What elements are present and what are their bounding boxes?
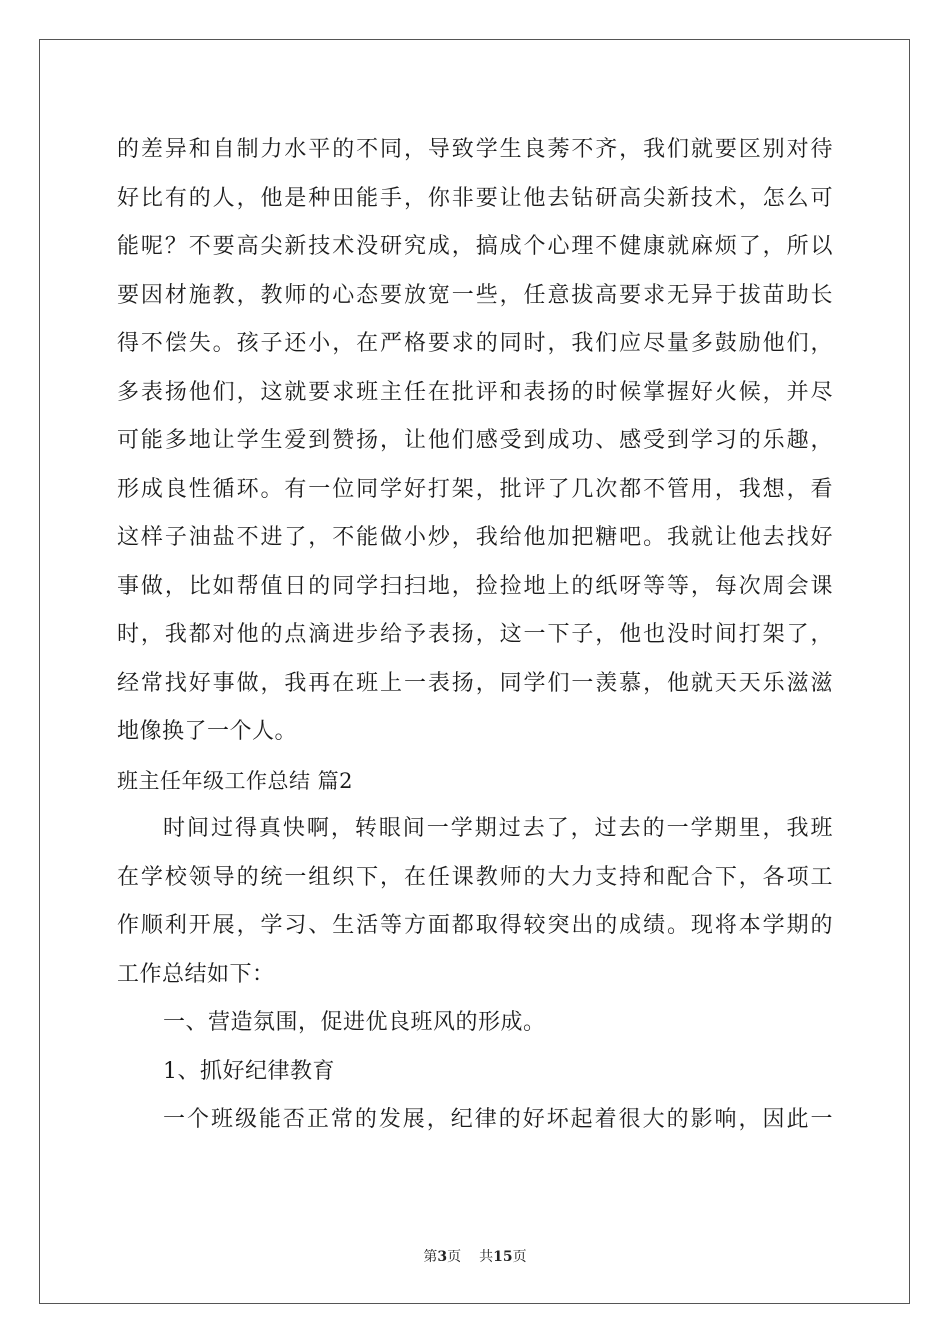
page-footer bbox=[0, 1246, 950, 1266]
body-line: 能呢？不要高尖新技术没研究成，搞成个心理不健康就麻烦了，所以 bbox=[117, 234, 833, 259]
body-line: 形成良性循环。有一位同学好打架，批评了几次都不管用，我想，看 bbox=[117, 476, 833, 502]
total-page-count: 15 bbox=[493, 1249, 513, 1265]
page-label-prefix: 第 bbox=[423, 1249, 438, 1265]
body-line: 地像换了一个人。 bbox=[117, 719, 298, 744]
body-line: 的差异和自制力水平的不同，导致学生良莠不齐，我们就要区别对待 bbox=[117, 137, 833, 162]
body-line: 工作总结如下： bbox=[117, 961, 275, 987]
body-line: 好比有的人，他是种田能手，你非要让他去钻研高尖新技术，怎么可 bbox=[117, 185, 833, 211]
body-line: 作顺利开展，学习、生活等方面都取得较突出的成绩。现将本学期的 bbox=[117, 913, 833, 938]
body-line: 一个班级能否正常的发展，纪律的好坏起着很大的影响，因此一 bbox=[163, 1107, 833, 1132]
body-line: 可能多地让学生爱到赞扬，让他们感受到成功、感受到学习的乐趣， bbox=[117, 428, 833, 453]
body-line: 在学校领导的统一组织下，在任课教师的大力支持和配合下，各项工 bbox=[117, 864, 833, 890]
page-label-unit: 页 bbox=[447, 1249, 462, 1265]
body-line: 事做，比如帮值日的同学扫扫地，捡捡地上的纸呀等等，每次周会课 bbox=[117, 573, 833, 599]
current-page-number: 3 bbox=[437, 1249, 448, 1265]
body-line: 这样子油盐不进了，不能做小炒，我给他加把糖吧。我就让他去找好 bbox=[117, 525, 833, 550]
body-line: 得不偿失。孩子还小，在严格要求的同时，我们应尽量多鼓励他们， bbox=[117, 331, 833, 356]
body-line: 多表扬他们，这就要求班主任在批评和表扬的时候掌握好火候，并尽 bbox=[117, 379, 833, 405]
document-body bbox=[117, 126, 833, 1145]
total-label-prefix: 共 bbox=[479, 1249, 494, 1265]
section-heading: 班主任年级工作总结 篇2 bbox=[117, 768, 354, 793]
subsection-heading: 1、抓好纪律教育 bbox=[163, 1058, 335, 1084]
subsection-heading: 一、营造氛围，促进优良班风的形成。 bbox=[163, 1010, 546, 1035]
total-label-unit: 页 bbox=[512, 1249, 527, 1265]
body-line: 经常找好事做，我再在班上一表扬，同学们一羡慕，他就天天乐滋滋 bbox=[117, 670, 833, 696]
body-line: 时间过得真快啊，转眼间一学期过去了，过去的一学期里，我班 bbox=[163, 816, 833, 841]
body-line: 时，我都对他的点滴进步给予表扬，这一下子，他也没时间打架了， bbox=[117, 622, 833, 647]
body-line: 要因材施教，教师的心态要放宽一些，任意拔高要求无异于拔苗助长 bbox=[117, 282, 833, 308]
